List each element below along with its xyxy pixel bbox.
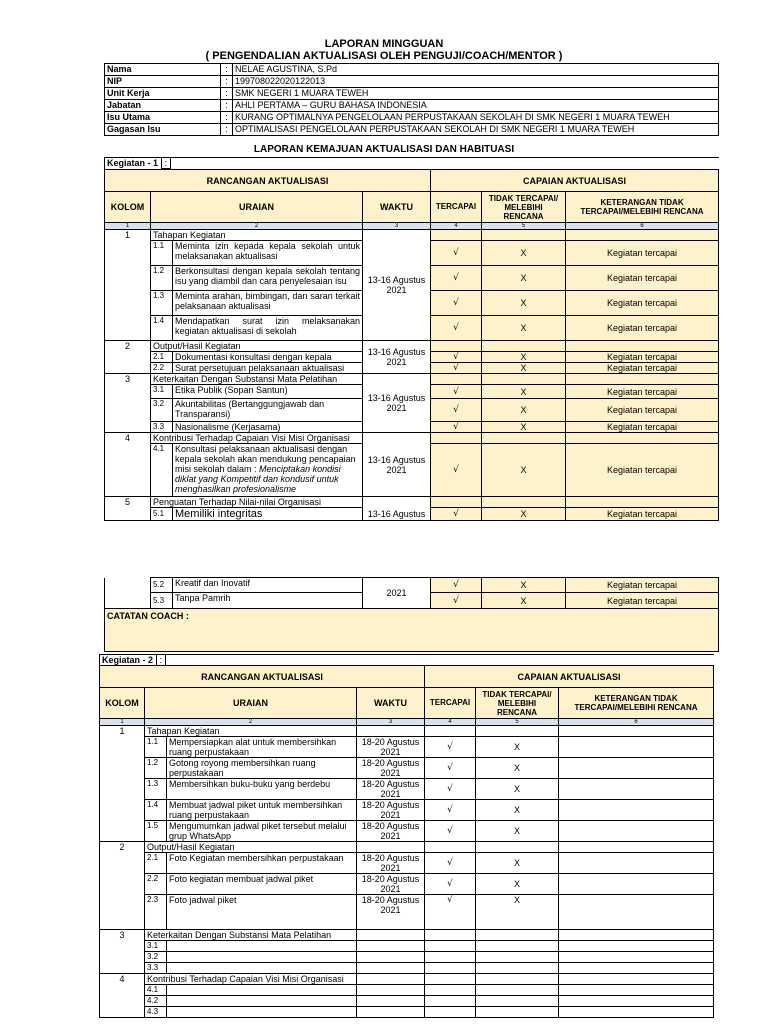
- section-number: 2: [100, 842, 145, 930]
- item-number: 5.2: [151, 578, 173, 593]
- keterangan-cell: [559, 874, 714, 895]
- tidak-mark: X: [482, 399, 566, 422]
- tidak-mark: X: [476, 895, 559, 930]
- kolom-header: KOLOM: [105, 192, 151, 223]
- tercapai-mark: √: [425, 853, 476, 874]
- info-value: 199708022020122013: [233, 76, 719, 88]
- waktu-cell: 13-16 Agustus 2021: [363, 230, 431, 341]
- tercapai-mark: √: [431, 593, 482, 609]
- section-number: 3: [105, 374, 151, 433]
- kegiatan-1-continuation: [104, 577, 719, 652]
- tercapai-mark: √: [431, 578, 482, 593]
- table-row: [100, 895, 714, 930]
- column-index-row: [100, 719, 714, 726]
- item-text: Foto kegiatan membuat jadwal piket: [167, 874, 357, 895]
- tercapai-mark: √: [431, 316, 482, 341]
- catatan-coach: CATATAN COACH :: [105, 609, 719, 652]
- waktu-cell: 18-20 Agustus 2021: [357, 758, 425, 779]
- section-number: 3: [100, 930, 145, 974]
- keterangan-cell: Kegiatan tercapai: [566, 578, 719, 593]
- info-sep: :: [221, 100, 233, 112]
- item-text: Memiliki integritas: [173, 508, 363, 521]
- table-row: [100, 779, 714, 800]
- item-number: 4.2: [145, 996, 167, 1007]
- waktu-cell: 13-16 Agustus 2021: [363, 433, 431, 497]
- column-index-row: [105, 223, 719, 230]
- table-row: [100, 941, 714, 952]
- uraian-header: URAIAN: [145, 688, 357, 719]
- keterangan-cell: Kegiatan tercapai: [566, 508, 719, 521]
- section-title: Tahapan Kegiatan: [145, 726, 357, 737]
- waktu-cell: 18-20 Agustus 2021: [357, 874, 425, 895]
- keterangan-cell: [559, 737, 714, 758]
- col-index: 5: [476, 719, 559, 726]
- keterangan-cell: Kegiatan tercapai: [566, 422, 719, 433]
- waktu-cell: 18-20 Agustus 2021: [357, 737, 425, 758]
- tidak-mark: X: [476, 779, 559, 800]
- item-number: 3.3: [151, 422, 173, 433]
- info-label: Jabatan: [105, 100, 221, 112]
- section-title: Output/Hasil Kegiatan: [145, 842, 357, 853]
- item-number: 1.2: [151, 266, 173, 291]
- tidak-tercapai-header: TIDAK TERCAPAI/ MELEBIHI RENCANA: [476, 688, 559, 719]
- kegiatan-label-row: [100, 655, 714, 666]
- info-value: OPTIMALISASI PENGELOLAAN PERPUSTAKAAN SEKOLAH DI SMK NEGERI 1 MUARA TEWEH: [233, 124, 719, 136]
- item-text: Meminta arahan, bimbingan, dan saran terkait pelaksanaan aktualisasi: [173, 291, 363, 316]
- item-number: 1.4: [151, 316, 173, 341]
- table-row: [100, 874, 714, 895]
- tidak-mark: X: [482, 385, 566, 399]
- info-value: AHLI PERTAMA – GURU BAHASA INDONESIA: [233, 100, 719, 112]
- keterangan-header: KETERANGAN TIDAK TERCAPAI/MELEBIHI RENCANA: [566, 192, 719, 223]
- info-value: SMK NEGERI 1 MUARA TEWEH: [233, 88, 719, 100]
- tidak-mark: X: [476, 758, 559, 779]
- info-value: NELAE AGUSTINA, S.Pd: [233, 64, 719, 76]
- table-row: [100, 758, 714, 779]
- uraian-header: URAIAN: [151, 192, 363, 223]
- section-title: Output/Hasil Kegiatan: [151, 341, 363, 352]
- waktu-cell: 13-16 Agustus 2021: [363, 374, 431, 433]
- section-title: Kontribusi Terhadap Capaian Visi Misi Organisasi: [145, 974, 357, 985]
- table-row: [105, 578, 719, 593]
- info-row: [105, 76, 719, 88]
- section-title: Penguatan Terhadap Nilai-nilai Organisasi: [151, 497, 363, 508]
- item-number: 4.1: [145, 985, 167, 996]
- tercapai-mark: √: [425, 821, 476, 842]
- col-index: 1: [105, 223, 151, 230]
- section-number: 2: [105, 341, 151, 374]
- report-title: LAPORAN MINGGUAN: [324, 38, 444, 50]
- item-number: 3.2: [145, 952, 167, 963]
- item-number: 1.4: [145, 800, 167, 821]
- col-index: 2: [145, 719, 357, 726]
- capaian-header: CAPAIAN AKTUALISASI: [425, 666, 714, 688]
- info-label: Gagasan Isu: [105, 124, 221, 136]
- waktu-cell: 2021: [363, 578, 431, 609]
- section-title: Keterkaitan Dengan Substansi Mata Pelatihan: [145, 930, 357, 941]
- item-text: Mengumumkan jadwal piket tersebut melalui grup WhatsApp: [167, 821, 357, 842]
- tercapai-mark: √: [431, 291, 482, 316]
- info-row: [105, 88, 719, 100]
- item-number: 1.2: [145, 758, 167, 779]
- item-text: Membersihkan buku-buku yang berdebu: [167, 779, 357, 800]
- kegiatan-1-table: [104, 157, 719, 521]
- tercapai-mark: √: [431, 266, 482, 291]
- keterangan-cell: Kegiatan tercapai: [566, 363, 719, 374]
- info-sep: :: [221, 88, 233, 100]
- item-number: 3.1: [151, 385, 173, 399]
- item-text: Kreatif dan Inovatif: [173, 578, 363, 593]
- tidak-mark: X: [476, 821, 559, 842]
- item-number: 4.3: [145, 1007, 167, 1018]
- keterangan-cell: [559, 895, 714, 930]
- tercapai-mark: √: [425, 737, 476, 758]
- item-text: Berkonsultasi dengan kepala sekolah tentang isu yang diambil dan cara penyelesaian isu: [173, 266, 363, 291]
- item-text: Gotong royong membersihkan ruang perpustakaan: [167, 758, 357, 779]
- info-sep: :: [221, 64, 233, 76]
- kegiatan-label: Kegiatan - 1: [107, 158, 159, 168]
- info-label: NIP: [105, 76, 221, 88]
- kegiatan-colon: :: [161, 158, 172, 170]
- item-number: 4.1: [151, 444, 173, 497]
- item-text: Dokumentasi konsultasi dengan kepala: [173, 352, 363, 363]
- keterangan-cell: [559, 779, 714, 800]
- item-text: Foto Kegiatan membersihkan perpustakaan: [167, 853, 357, 874]
- keterangan-cell: Kegiatan tercapai: [566, 266, 719, 291]
- info-sep: :: [221, 112, 233, 124]
- waktu-header: WAKTU: [363, 192, 431, 223]
- tidak-mark: X: [482, 363, 566, 374]
- tidak-mark: X: [482, 508, 566, 521]
- table-row: [100, 1007, 714, 1018]
- tercapai-mark: √: [431, 363, 482, 374]
- tercapai-mark: √: [425, 779, 476, 800]
- tercapai-mark: √: [425, 874, 476, 895]
- tercapai-header: TERCAPAI: [431, 192, 482, 223]
- kegiatan-2-table: [99, 654, 714, 1018]
- tidak-mark: X: [476, 800, 559, 821]
- tercapai-mark: √: [431, 508, 482, 521]
- keterangan-cell: [559, 758, 714, 779]
- tidak-mark: X: [476, 737, 559, 758]
- section-number: 1: [105, 230, 151, 341]
- item-number: 2.2: [145, 874, 167, 895]
- item-number: 5.1: [151, 508, 173, 521]
- col-index: 3: [357, 719, 425, 726]
- item-text-main: Konsultasi pelaksanaan aktualisasi dengan kepala sekolah akan mendukung pencapaian misi sekolah dalam :: [175, 444, 356, 474]
- tidak-mark: X: [482, 316, 566, 341]
- info-label: Isu Utama: [105, 112, 221, 124]
- item-text: Meminta izin kepada kepala sekolah untuk melaksanakan aktualisasi: [173, 241, 363, 266]
- item-text: Akuntabilitas (Bertanggungjawab dan Transparansi): [173, 399, 363, 422]
- waktu-cell: 18-20 Agustus 2021: [357, 821, 425, 842]
- section-title: Kontribusi Terhadap Capaian Visi Misi Organisasi: [151, 433, 363, 444]
- report-subtitle: ( PENGENDALIAN AKTUALISASI OLEH PENGUJI/COACH/MENTOR ): [205, 50, 563, 62]
- item-number: 2.3: [145, 895, 167, 930]
- section-title: Tahapan Kegiatan: [151, 230, 363, 241]
- kegiatan-label: Kegiatan - 2: [102, 655, 154, 665]
- item-number: 3.3: [145, 963, 167, 974]
- keterangan-cell: Kegiatan tercapai: [566, 444, 719, 497]
- keterangan-cell: Kegiatan tercapai: [566, 291, 719, 316]
- tidak-mark: X: [482, 422, 566, 433]
- info-row: [105, 64, 719, 76]
- item-number: 2.1: [145, 853, 167, 874]
- col-index: 3: [363, 223, 431, 230]
- tercapai-mark: √: [431, 399, 482, 422]
- item-text-quote: Menciptakan kondisi diklat yang Kompetitif dan kondusif untuk menghasilkan profesionalisme: [175, 464, 341, 494]
- tidak-mark: X: [482, 444, 566, 497]
- item-text: Foto jadwal piket: [167, 895, 357, 930]
- item-text: [173, 444, 363, 497]
- section-number: 5: [105, 497, 151, 521]
- tercapai-mark: √: [431, 241, 482, 266]
- info-value: KURANG OPTIMALNYA PENGELOLAAN PERPUSTAKAAN SEKOLAH DI SMK NEGERI 1 MUARA TEWEH: [233, 112, 719, 124]
- tercapai-mark: √: [425, 800, 476, 821]
- tercapai-mark: √: [431, 422, 482, 433]
- info-label: Unit Kerja: [105, 88, 221, 100]
- table-row: [100, 737, 714, 758]
- keterangan-cell: [559, 800, 714, 821]
- tercapai-header: TERCAPAI: [425, 688, 476, 719]
- item-number: 3.2: [151, 399, 173, 422]
- tidak-mark: X: [476, 874, 559, 895]
- info-table: [104, 63, 719, 136]
- item-number: 1.1: [145, 737, 167, 758]
- kegiatan-label-row: [105, 158, 719, 170]
- waktu-cell: 18-20 Agustus 2021: [357, 853, 425, 874]
- item-number: 2.1: [151, 352, 173, 363]
- tidak-mark: X: [482, 578, 566, 593]
- tercapai-mark: √: [425, 758, 476, 779]
- table-row: [100, 952, 714, 963]
- waktu-cell: 13-16 Agustus: [363, 508, 431, 521]
- keterangan-header: KETERANGAN TIDAK TERCAPAI/MELEBIHI RENCANA: [559, 688, 714, 719]
- item-text: Surat persetujuan pelaksanaan aktualisasi: [173, 363, 363, 374]
- item-number: 2.2: [151, 363, 173, 374]
- capaian-header: CAPAIAN AKTUALISASI: [431, 170, 719, 192]
- tercapai-mark: √: [431, 352, 482, 363]
- keterangan-cell: Kegiatan tercapai: [566, 316, 719, 341]
- item-number: 3.1: [145, 941, 167, 952]
- table-row: [105, 508, 719, 521]
- section-number: 4: [105, 433, 151, 497]
- rancangan-header: RANCANGAN AKTUALISASI: [105, 170, 431, 192]
- item-text: Mendapatkan surat izin melaksanakan kegiatan aktualisasi di sekolah: [173, 316, 363, 341]
- item-number: 1.3: [145, 779, 167, 800]
- item-text: Mempersiapkan alat untuk membersihkan ruang perpustakaan: [167, 737, 357, 758]
- info-row: [105, 124, 719, 136]
- item-text: Tanpa Pamrih: [173, 593, 363, 609]
- table-row: [100, 996, 714, 1007]
- table-row: [100, 963, 714, 974]
- tercapai-mark: √: [431, 385, 482, 399]
- col-index: 6: [559, 719, 714, 726]
- item-number: 1.1: [151, 241, 173, 266]
- table-row: [100, 985, 714, 996]
- kegiatan-colon: :: [156, 655, 167, 666]
- col-index: 1: [100, 719, 145, 726]
- waktu-cell: 18-20 Agustus 2021: [357, 779, 425, 800]
- item-number: 1.3: [151, 291, 173, 316]
- section-title: Keterkaitan Dengan Substansi Mata Pelatihan: [151, 374, 363, 385]
- info-label: Nama: [105, 64, 221, 76]
- col-index: 6: [566, 223, 719, 230]
- keterangan-cell: Kegiatan tercapai: [566, 385, 719, 399]
- item-number: 5.3: [151, 593, 173, 609]
- info-row: [105, 112, 719, 124]
- kolom-header: KOLOM: [100, 688, 145, 719]
- tidak-mark: X: [482, 266, 566, 291]
- tidak-mark: X: [482, 352, 566, 363]
- tidak-tercapai-header: TIDAK TERCAPAI/ MELEBIHI RENCANA: [482, 192, 566, 223]
- table-row: [100, 800, 714, 821]
- waktu-header: WAKTU: [357, 688, 425, 719]
- waktu-cell: 18-20 Agustus 2021: [357, 800, 425, 821]
- col-index: 4: [425, 719, 476, 726]
- progress-report-title: LAPORAN KEMAJUAN AKTUALISASI DAN HABITUASI: [253, 144, 515, 155]
- table-row: [100, 821, 714, 842]
- table-row: [100, 853, 714, 874]
- tidak-mark: X: [482, 241, 566, 266]
- keterangan-cell: [559, 821, 714, 842]
- waktu-cell: 13-16 Agustus 2021: [363, 341, 431, 374]
- tercapai-mark: √: [431, 444, 482, 497]
- col-index: 2: [151, 223, 363, 230]
- keterangan-cell: Kegiatan tercapai: [566, 399, 719, 422]
- keterangan-cell: Kegiatan tercapai: [566, 241, 719, 266]
- col-index: 4: [431, 223, 482, 230]
- rancangan-header: RANCANGAN AKTUALISASI: [100, 666, 425, 688]
- keterangan-cell: Kegiatan tercapai: [566, 352, 719, 363]
- item-number: 1.5: [145, 821, 167, 842]
- item-text: Membuat jadwal piket untuk membersihkan ruang perpustakaan: [167, 800, 357, 821]
- waktu-cell: 18-20 Agustus 2021: [357, 895, 425, 930]
- info-sep: :: [221, 124, 233, 136]
- item-text: Nasionalisme (Kerjasama): [173, 422, 363, 433]
- tidak-mark: X: [476, 853, 559, 874]
- item-text: Etika Publik (Sopan Santun): [173, 385, 363, 399]
- info-row: [105, 100, 719, 112]
- col-index: 5: [482, 223, 566, 230]
- info-sep: :: [221, 76, 233, 88]
- keterangan-cell: [559, 853, 714, 874]
- tercapai-mark: √: [425, 895, 476, 930]
- tidak-mark: X: [482, 291, 566, 316]
- keterangan-cell: Kegiatan tercapai: [566, 593, 719, 609]
- section-number: 1: [100, 726, 145, 842]
- tidak-mark: X: [482, 593, 566, 609]
- section-number: 4: [100, 974, 145, 1018]
